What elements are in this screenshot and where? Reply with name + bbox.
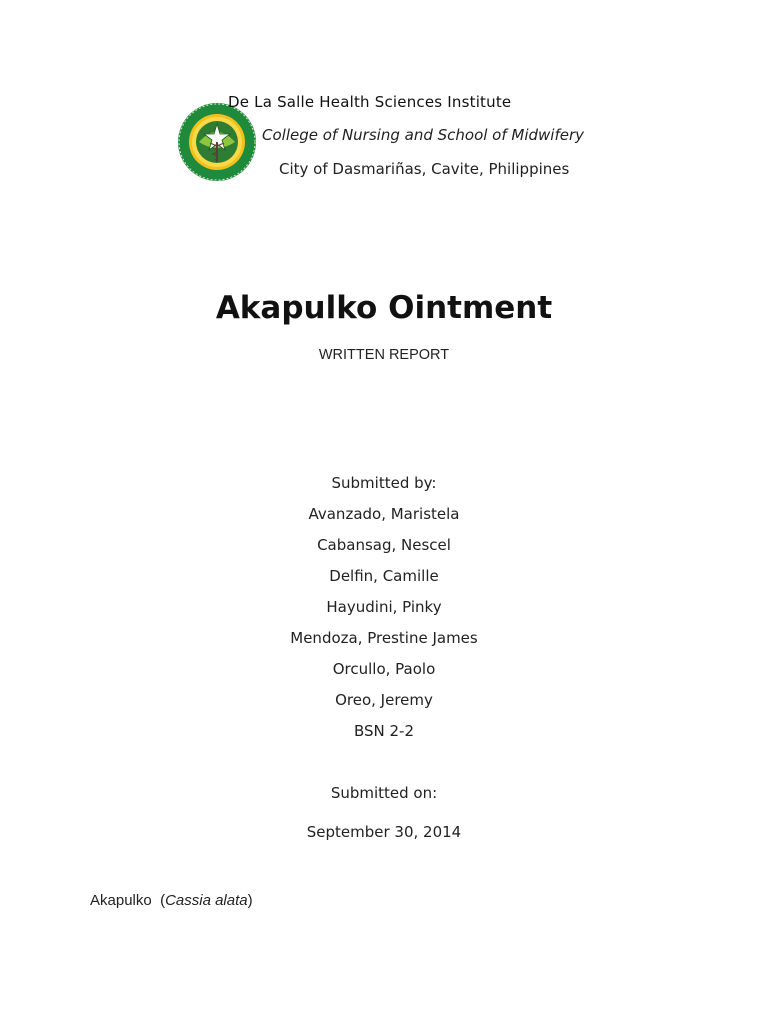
submitted-by-label: Submitted by: bbox=[331, 474, 437, 492]
member-name: Cabansag, Nescel bbox=[317, 536, 451, 554]
member-name: Mendoza, Prestine James bbox=[290, 629, 478, 647]
submission-date: September 30, 2014 bbox=[306, 823, 462, 841]
member-name: Avanzado, Maristela bbox=[308, 505, 460, 523]
institution-name: De La Salle Health Sciences Institute bbox=[228, 93, 512, 111]
open-paren: ( bbox=[160, 892, 166, 909]
close-paren: ) bbox=[247, 892, 253, 909]
member-name: Delfin, Camille bbox=[329, 567, 439, 585]
institution-location: City of Dasmariñas, Cavite, Philippines bbox=[279, 160, 570, 178]
member-name: Oreo, Jeremy bbox=[335, 691, 433, 709]
plant-scientific-name: Cassia alata bbox=[165, 892, 248, 909]
class-section: BSN 2-2 bbox=[353, 722, 415, 740]
plant-name-line bbox=[90, 892, 253, 909]
member-name: Orcullo, Paolo bbox=[332, 660, 436, 678]
college-name: College of Nursing and School of Midwifery bbox=[262, 126, 585, 144]
report-title: Akapulko Ointment bbox=[215, 290, 553, 326]
submitted-on-label: Submitted on: bbox=[330, 784, 438, 802]
member-name: Hayudini, Pinky bbox=[326, 598, 442, 616]
report-subtitle: WRITTEN REPORT bbox=[318, 347, 450, 363]
plant-common-name: Akapulko bbox=[90, 892, 152, 909]
institution-seal-logo bbox=[177, 102, 257, 182]
